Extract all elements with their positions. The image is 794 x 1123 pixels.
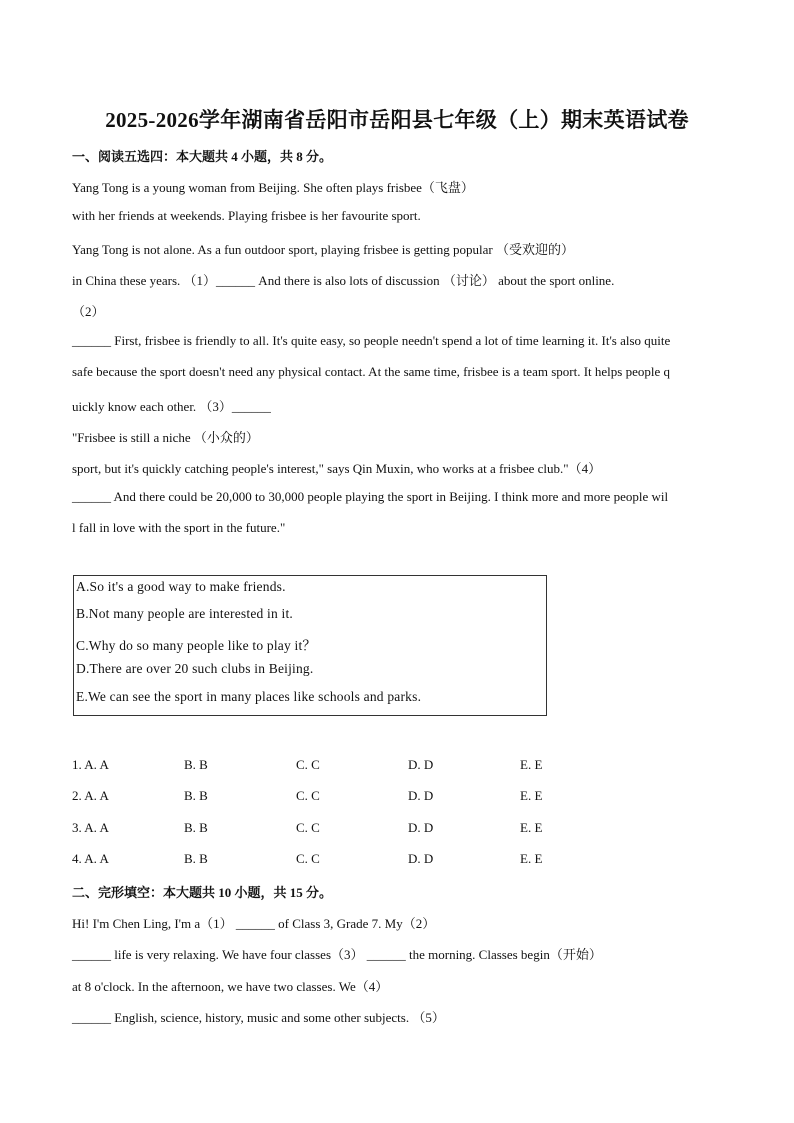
passage-line: uickly know each other. （3）______ — [72, 399, 271, 414]
choice-e[interactable]: E. E — [520, 820, 543, 835]
choice-d[interactable]: D. D — [408, 757, 434, 772]
passage-line: with her friends at weekends. Playing frisbee is her favourite sport. — [72, 208, 421, 223]
passage-line: safe because the sport doesn't need any physical contact. At the same time, frisbee is a team sport. It helps people q — [72, 364, 670, 379]
choice-e[interactable]: E. E — [520, 757, 543, 772]
choice-b[interactable]: B. B — [184, 851, 208, 866]
passage-line: Yang Tong is a young woman from Beijing. She often plays frisbee（飞盘） — [72, 180, 474, 195]
choice-a[interactable]: 4. A. A — [72, 851, 109, 866]
passage-line: at 8 o'clock. In the afternoon, we have two classes. We（4） — [72, 979, 389, 994]
option-d: D.There are over 20 such clubs in Beijing. — [76, 661, 314, 676]
passage-line: sport, but it's quickly catching people's interest," says Qin Muxin, who works at a frisbee club."（4） — [72, 461, 602, 476]
passage-line: "Frisbee is still a niche （小众的） — [72, 430, 259, 445]
choice-c[interactable]: C. C — [296, 757, 320, 772]
choice-e[interactable]: E. E — [520, 788, 543, 803]
choice-d[interactable]: D. D — [408, 788, 434, 803]
choice-c[interactable]: C. C — [296, 788, 320, 803]
choice-c[interactable]: C. C — [296, 820, 320, 835]
passage-line: ______ English, science, history, music and some other subjects. （5） — [72, 1010, 445, 1025]
passage-line: （2） — [72, 304, 105, 319]
choice-a[interactable]: 2. A. A — [72, 788, 109, 803]
option-a: A.So it's a good way to make friends. — [76, 579, 286, 594]
passage-line: ______ life is very relaxing. We have four classes（3） ______ the morning. Classes begin（开始） — [72, 947, 602, 962]
choice-e[interactable]: E. E — [520, 851, 543, 866]
option-c: C.Why do so many people like to play it？ — [76, 638, 317, 653]
section-1-heading: 一、阅读五选四：本大题共 4 小题，共 8 分。 — [72, 149, 333, 164]
choice-b[interactable]: B. B — [184, 757, 208, 772]
passage-line: ______ And there could be 20,000 to 30,000 people playing the sport in Beijing. I think more and more people wil — [72, 489, 669, 504]
option-e: E.We can see the sport in many places like schools and parks. — [76, 689, 422, 704]
choice-b[interactable]: B. B — [184, 820, 208, 835]
options-box — [73, 575, 547, 716]
exam-title: 2025-2026学年湖南省岳阳市岳阳县七年级（上）期末英语试卷 — [105, 108, 689, 132]
choice-c[interactable]: C. C — [296, 851, 320, 866]
choice-a[interactable]: 1. A. A — [72, 757, 109, 772]
choice-d[interactable]: D. D — [408, 851, 434, 866]
choice-a[interactable]: 3. A. A — [72, 820, 109, 835]
choice-b[interactable]: B. B — [184, 788, 208, 803]
option-b: B.Not many people are interested in it. — [76, 606, 293, 621]
section-2-heading: 二、完形填空：本大题共 10 小题，共 15 分。 — [72, 885, 333, 900]
passage-line: in China these years. （1）______ And there is also lots of discussion （讨论） about the sport online. — [72, 273, 615, 288]
passage-line: Hi! I'm Chen Ling, I'm a（1） ______ of Class 3, Grade 7. My（2） — [72, 916, 436, 931]
passage-line: ______ First, frisbee is friendly to all. It's quite easy, so people needn't spend a lot of time learning it. It's also quite — [72, 333, 671, 348]
passage-line: Yang Tong is not alone. As a fun outdoor sport, playing frisbee is getting popular （受欢迎的） — [72, 242, 574, 257]
choice-d[interactable]: D. D — [408, 820, 434, 835]
passage-line: l fall in love with the sport in the future." — [72, 520, 286, 535]
